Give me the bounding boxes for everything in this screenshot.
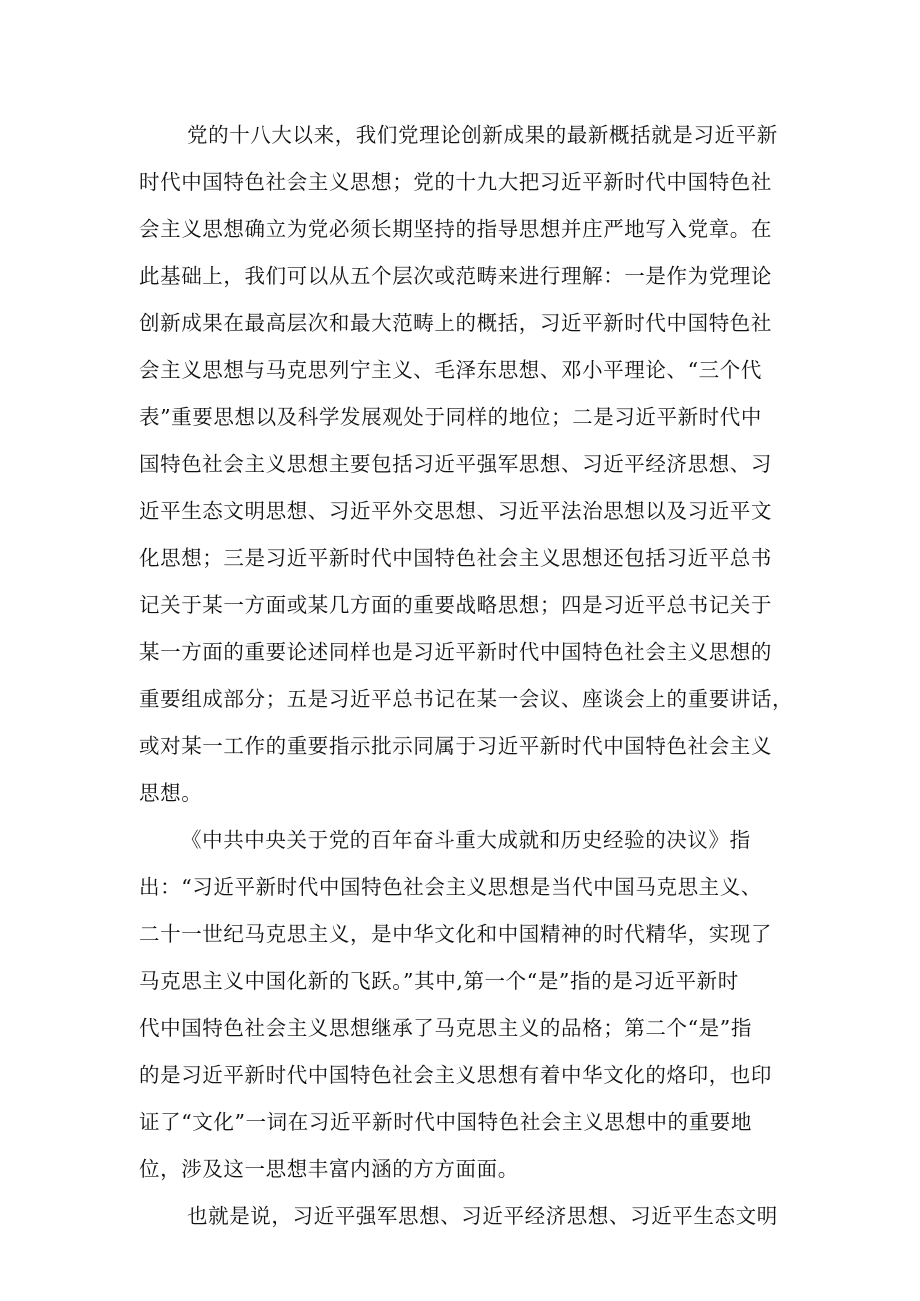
paragraph-line: 位，涉及这一思想丰富内涵的方方面面。 (139, 1157, 519, 1181)
paragraph-line: 表”重要思想以及科学发展观处于同样的地位；二是习近平新时代中 (139, 405, 762, 429)
paragraph-line: 此基础上，我们可以从五个层次或范畴来进行理解：一是作为党理论 (139, 264, 772, 288)
paragraph-line: 的是习近平新时代中国特色社会主义思想有着中华文化的烙印，也印 (139, 1063, 772, 1087)
paragraph-line: 二十一世纪马克思主义，是中华文化和中国精神的时代精华，实现了 (139, 922, 772, 946)
paragraph-line: 也就是说，习近平强军思想、习近平经济思想、习近平生态文明 (187, 1204, 778, 1228)
paragraph-1 (139, 112, 794, 817)
paragraph-line: 时代中国特色社会主义思想；党的十九大把习近平新时代中国特色社 (139, 170, 772, 194)
paragraph-line: 出：“习近平新时代中国特色社会主义思想是当代中国马克思主义、 (139, 875, 762, 899)
paragraph-line: 思想。 (139, 781, 203, 805)
paragraph-line: 《中共中央关于党的百年奋斗重大成就和历史经验的决议》指 (181, 828, 751, 852)
paragraph-line: 记关于某一方面或某几方面的重要战略思想；四是习近平总书记关于 (139, 593, 772, 617)
paragraph-line: 创新成果在最高层次和最大范畴上的概括，习近平新时代中国特色社 (139, 311, 772, 335)
paragraph-3 (139, 1193, 794, 1240)
paragraph-line: 国特色社会主义思想主要包括习近平强军思想、习近平经济思想、习 (139, 452, 772, 476)
paragraph-line: 马克思主义中国化新的飞跃。”其中,第一个“是”指的是习近平新时 (139, 969, 739, 993)
document-page (139, 112, 794, 1240)
paragraph-line: 代中国特色社会主义思想继承了马克思主义的品格；第二个“是”指 (139, 1016, 752, 1040)
paragraph-line: 重要组成部分；五是习近平总书记在某一会议、座谈会上的重要讲话， (139, 687, 794, 711)
paragraph-line: 党的十八大以来，我们党理论创新成果的最新概括就是习近平新 (187, 123, 778, 147)
paragraph-line: 近平生态文明思想、习近平外交思想、习近平法治思想以及习近平文 (139, 499, 772, 523)
paragraph-line: 某一方面的重要论述同样也是习近平新时代中国特色社会主义思想的 (139, 640, 772, 664)
paragraph-line: 会主义思想确立为党必须长期坚持的指导思想并庄严地写入党章。在 (139, 217, 772, 241)
paragraph-line: 或对某一工作的重要指示批示同属于习近平新时代中国特色社会主义 (139, 734, 772, 758)
paragraph-line: 化思想；三是习近平新时代中国特色社会主义思想还包括习近平总书 (139, 546, 772, 570)
paragraph-2 (139, 817, 794, 1193)
paragraph-line: 会主义思想与马克思列宁主义、毛泽东思想、邓小平理论、“三个代 (139, 358, 762, 382)
paragraph-line: 证了“文化”一词在习近平新时代中国特色社会主义思想中的重要地 (139, 1110, 752, 1134)
